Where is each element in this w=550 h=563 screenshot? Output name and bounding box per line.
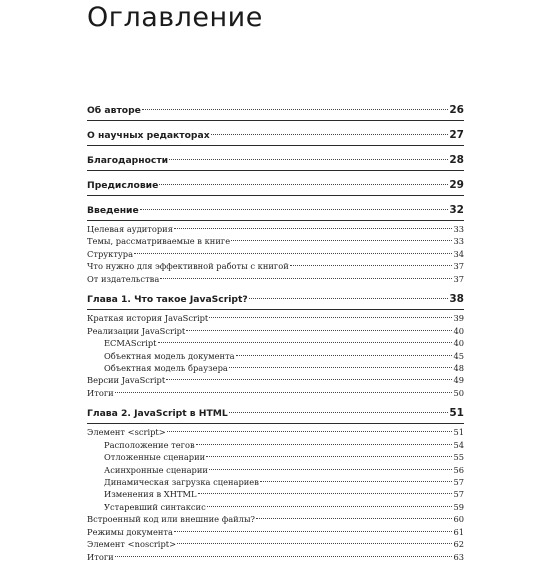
toc-entry[interactable] <box>87 312 464 324</box>
page-number: 59 <box>453 501 464 512</box>
page-number: 29 <box>449 179 464 191</box>
page-number: 45 <box>453 350 464 361</box>
toc-entry[interactable] <box>87 235 464 247</box>
dot-leader <box>198 493 453 494</box>
page-title: Оглавление <box>87 2 263 33</box>
toc-entry[interactable] <box>87 476 464 488</box>
toc-entry[interactable] <box>87 337 464 349</box>
toc-entry[interactable] <box>87 439 464 451</box>
toc-entry-title: Встроенный код или внешние файлы? <box>87 514 255 525</box>
section-divider <box>87 220 464 221</box>
toc-section <box>87 200 464 285</box>
toc-entry-title: Глава 2. JavaScript в HTML <box>87 408 228 420</box>
page-number: 27 <box>449 129 464 141</box>
toc-entry-title: Целевая аудитория <box>87 224 173 234</box>
page-number: 33 <box>453 236 464 247</box>
dot-leader <box>167 431 453 432</box>
page-number: 48 <box>453 362 464 373</box>
toc-section <box>87 175 464 196</box>
page-number: 54 <box>453 439 464 450</box>
toc-entry[interactable] <box>87 488 464 500</box>
toc-entry-title: Объектная модель браузера <box>104 362 228 373</box>
dot-leader <box>158 342 453 343</box>
dot-leader <box>166 379 452 380</box>
toc-heading[interactable] <box>87 289 464 309</box>
toc-entry[interactable] <box>87 501 464 513</box>
page-number: 34 <box>453 248 464 259</box>
page-number: 51 <box>449 407 464 420</box>
page-number: 60 <box>453 514 464 525</box>
page-number: 32 <box>449 204 464 216</box>
dot-leader <box>229 412 449 413</box>
toc-entry[interactable] <box>87 374 464 386</box>
toc-entry-title: Глава 1. Что такое JavaScript? <box>87 294 248 306</box>
toc-entry[interactable] <box>87 248 464 260</box>
toc-entry-title: Изменения в XHTML <box>104 489 197 500</box>
toc-heading[interactable] <box>87 403 464 423</box>
toc-entry-title: Краткая история JavaScript <box>87 313 209 324</box>
toc-entry-title: Режимы документа <box>87 526 173 537</box>
dot-leader <box>134 253 452 254</box>
toc-entry-title: Расположение тегов <box>104 439 195 450</box>
toc-entry[interactable] <box>87 260 464 272</box>
page-number: 39 <box>453 313 464 324</box>
page-number: 33 <box>453 224 464 234</box>
toc-entry-title: Устаревший синтаксис <box>104 501 206 512</box>
toc-heading[interactable] <box>87 100 464 120</box>
toc-entry[interactable] <box>87 513 464 525</box>
dot-leader <box>160 278 452 279</box>
toc-heading[interactable] <box>87 150 464 170</box>
section-divider <box>87 120 464 121</box>
toc-section <box>87 289 464 399</box>
dot-leader <box>142 109 448 110</box>
dot-leader <box>209 317 452 318</box>
page-number: 57 <box>453 477 464 487</box>
page-number: 37 <box>453 261 464 272</box>
toc-entry[interactable] <box>87 551 464 563</box>
toc-entry-title: Элемент <script> <box>87 427 166 438</box>
dot-leader <box>229 367 453 368</box>
toc-entry[interactable] <box>87 223 464 235</box>
toc-entry[interactable] <box>87 362 464 374</box>
toc-entry-title: Предисловие <box>87 180 159 191</box>
toc-entry-title: О научных редакторах <box>87 130 210 141</box>
dot-leader <box>140 209 449 210</box>
dot-leader <box>196 444 453 445</box>
toc-entry[interactable] <box>87 526 464 538</box>
toc-entry-title: Итоги <box>87 387 114 398</box>
toc-entry-title: Благодарности <box>87 155 169 166</box>
dot-leader <box>115 556 453 557</box>
toc-entry-title: Об авторе <box>87 105 141 116</box>
dot-leader <box>115 392 453 393</box>
toc-entry[interactable] <box>87 538 464 550</box>
toc-entry-title: Динамическая загрузка сценариев <box>104 477 259 487</box>
dot-leader <box>231 240 452 241</box>
dot-leader <box>290 265 453 266</box>
page-number: 62 <box>453 539 464 550</box>
toc-entry-title: Реализации JavaScript <box>87 325 186 336</box>
page-number: 51 <box>453 427 464 438</box>
toc-entry[interactable] <box>87 387 464 399</box>
toc-section <box>87 403 464 563</box>
toc-heading[interactable] <box>87 175 464 195</box>
toc-heading[interactable] <box>87 200 464 220</box>
dot-leader <box>186 330 452 331</box>
toc-entry-title: Отложенные сценарии <box>104 452 206 463</box>
page-number: 55 <box>453 452 464 463</box>
toc-entry[interactable] <box>87 426 464 438</box>
page-number: 40 <box>453 338 464 349</box>
page-number: 57 <box>453 489 464 500</box>
dot-leader <box>207 506 453 507</box>
dot-leader <box>236 355 453 356</box>
toc-section <box>87 100 464 121</box>
dot-leader <box>249 298 449 299</box>
page-number: 63 <box>453 551 464 562</box>
toc-entry-title: Объектная модель документа <box>104 350 235 361</box>
page-number: 38 <box>449 293 464 306</box>
page-number: 40 <box>453 325 464 336</box>
dot-leader <box>169 159 448 160</box>
page-number: 28 <box>449 154 464 166</box>
toc-entry-title: Асинхронные сценарии <box>104 464 208 475</box>
toc-entry-title: ECMAScript <box>104 338 157 349</box>
toc-entry-title: Элемент <noscript> <box>87 539 177 550</box>
page-number: 26 <box>449 104 464 116</box>
toc-entry[interactable] <box>87 464 464 476</box>
dot-leader <box>206 456 452 457</box>
toc-entry-title: От издательства <box>87 273 160 284</box>
toc-entry[interactable] <box>87 325 464 337</box>
dot-leader <box>159 184 448 185</box>
page-number: 49 <box>453 375 464 386</box>
page-number: 50 <box>453 387 464 398</box>
toc-entry[interactable] <box>87 273 464 285</box>
dot-leader <box>211 134 449 135</box>
toc-section <box>87 150 464 171</box>
dot-leader <box>174 531 452 532</box>
toc-entry-title: Что нужно для эффективной работы с книгой <box>87 261 289 272</box>
dot-leader <box>177 543 452 544</box>
dot-leader <box>174 228 452 229</box>
toc-entry-title: Структура <box>87 248 134 259</box>
table-of-contents <box>87 100 464 563</box>
page-number: 56 <box>453 464 464 475</box>
dot-leader <box>209 469 453 470</box>
page-number: 37 <box>453 273 464 284</box>
toc-entry-title: Итоги <box>87 551 114 562</box>
toc-entry[interactable] <box>87 451 464 463</box>
dot-leader <box>260 481 453 482</box>
toc-section <box>87 125 464 146</box>
page-number: 61 <box>453 526 464 537</box>
toc-heading[interactable] <box>87 125 464 145</box>
dot-leader <box>256 518 452 519</box>
toc-entry[interactable] <box>87 350 464 362</box>
toc-entry-title: Введение <box>87 205 139 216</box>
toc-entry-title: Темы, рассматриваемые в книге <box>87 236 231 247</box>
toc-entry-title: Версии JavaScript <box>87 375 166 386</box>
